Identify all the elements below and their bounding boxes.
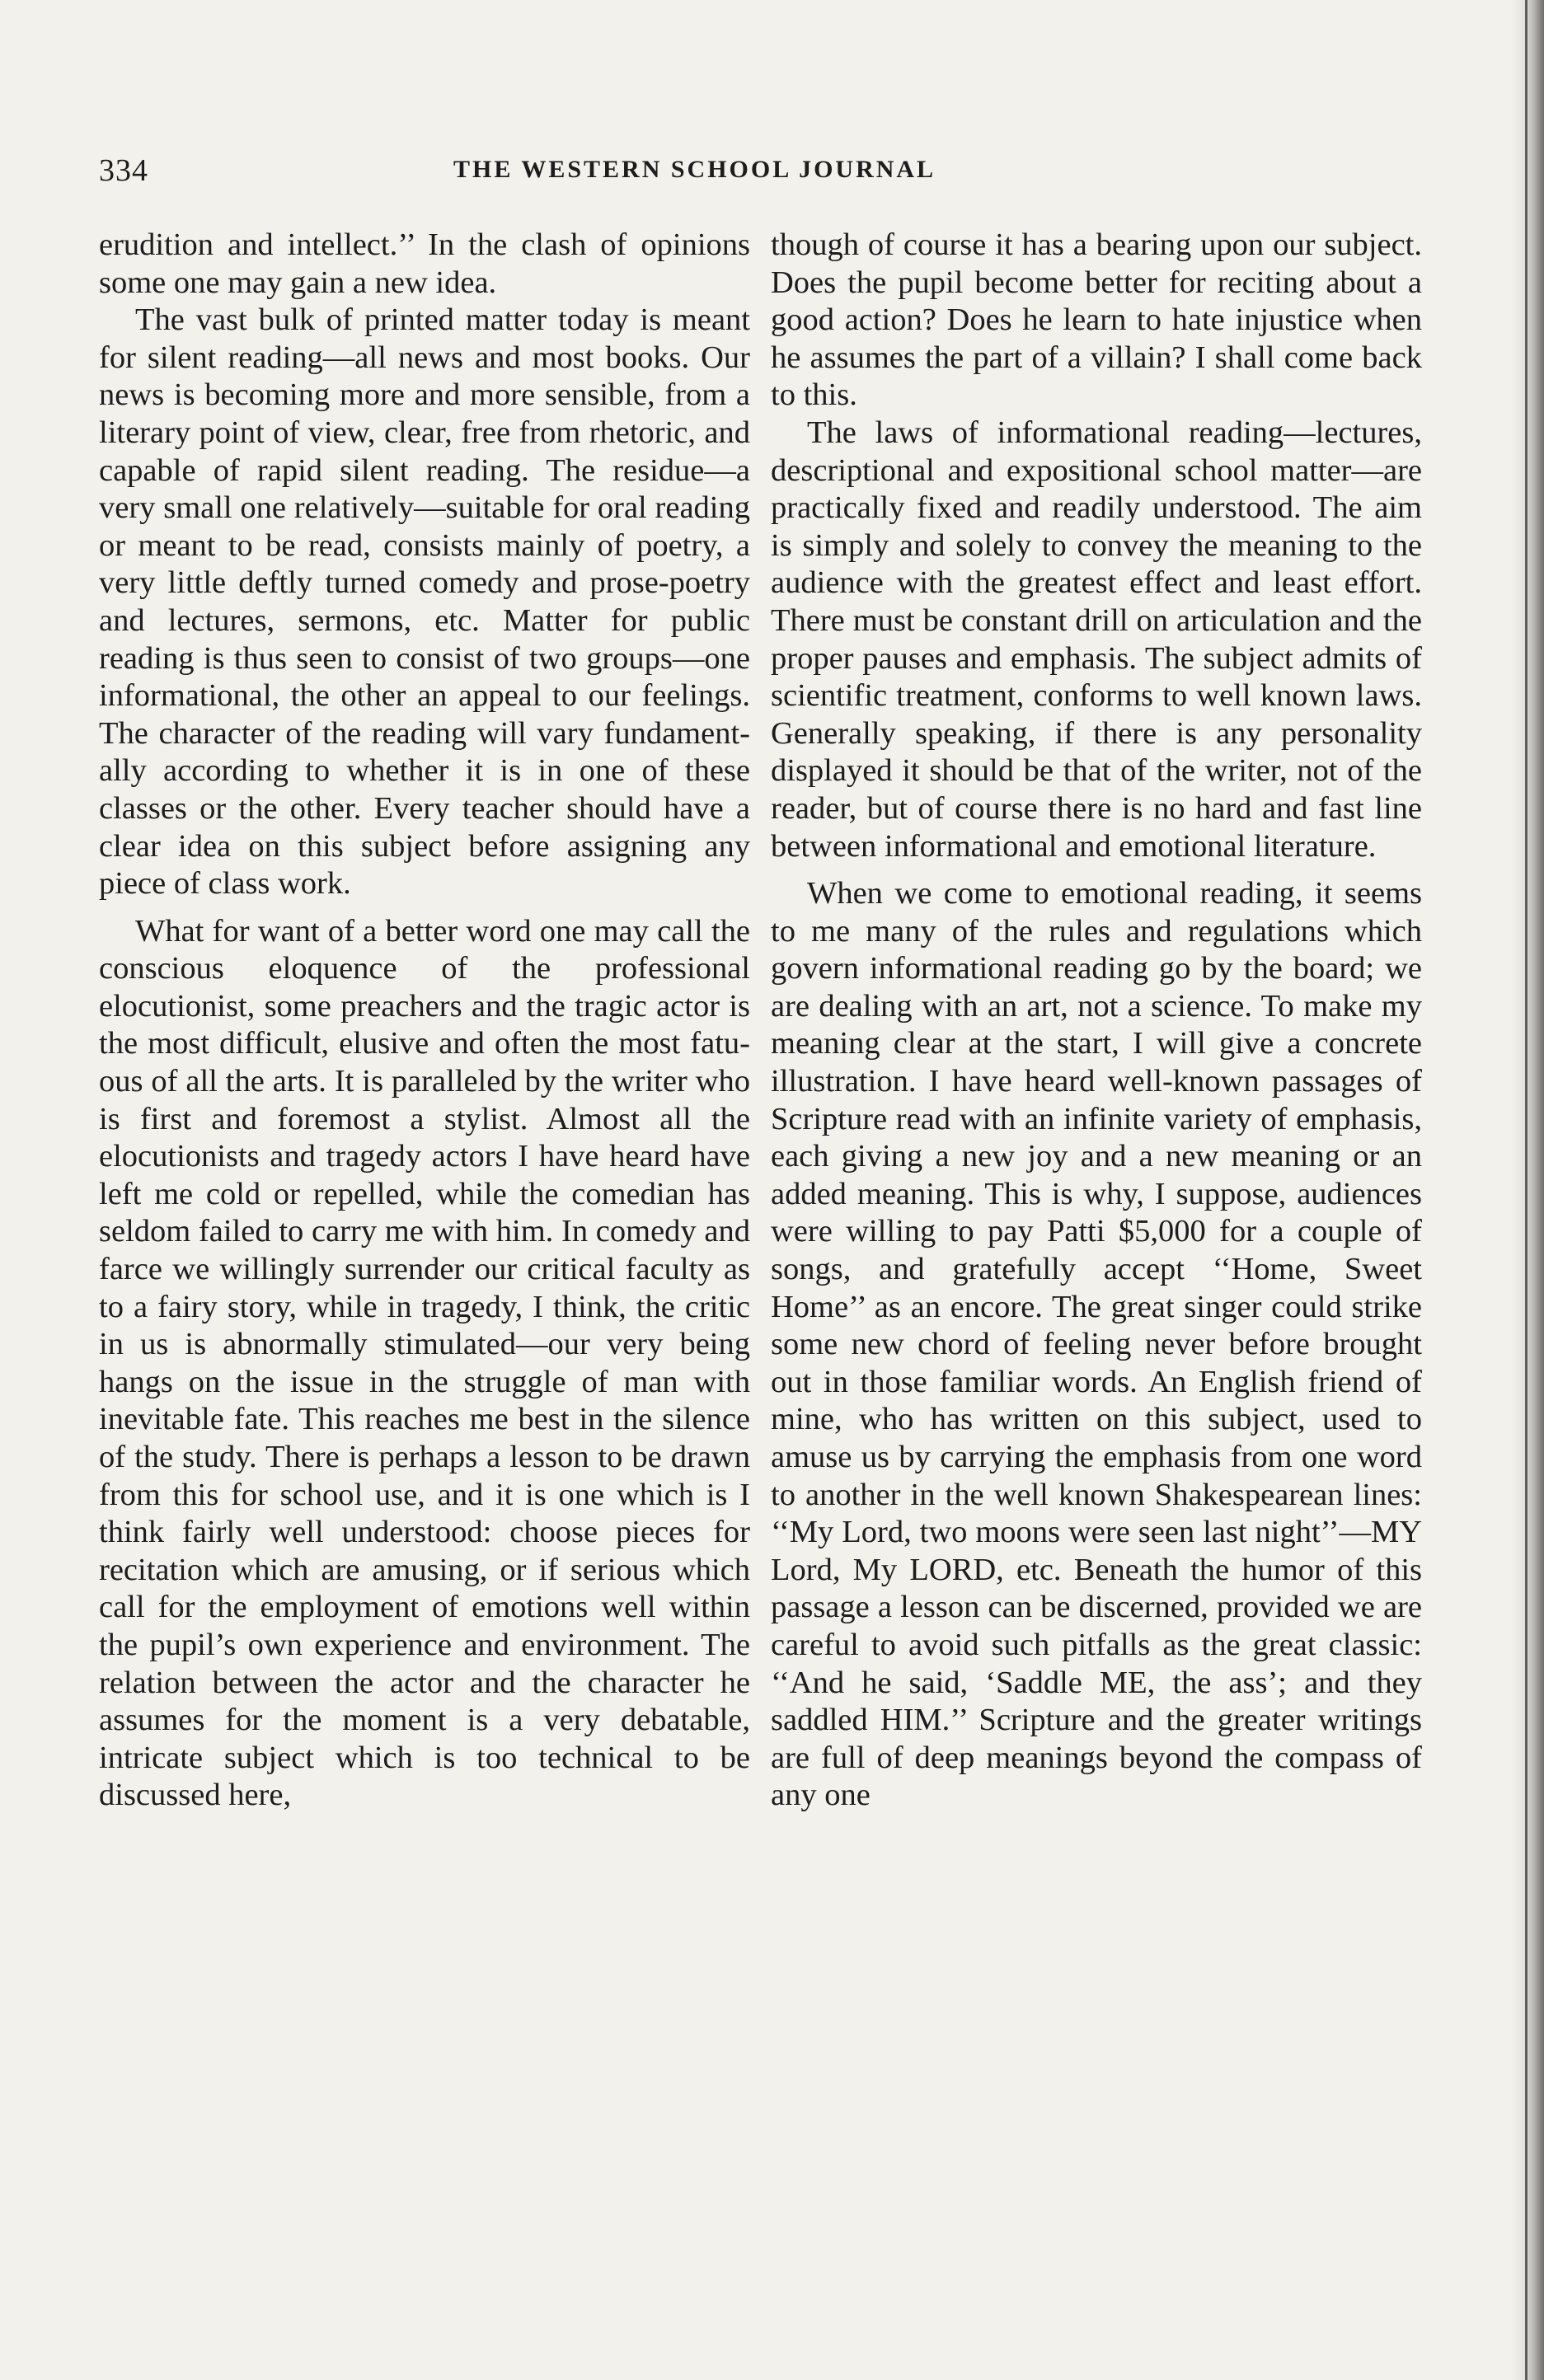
page-edge-shadow	[1511, 0, 1544, 2380]
paragraph: When we come to emotional reading, it seems to me many of the rules and regulations which govern informational reading go by the board; we are dealing with an art, not a science. To make my meaning clear at the start, I will give a concrete illustration. I have heard well-known passages of Scripture read with an infinite variety of emphasis, each giving a new joy and a new meaning or an added meaning. This is why, I suppose, audiences were willing to pay Patti $5,000 for a couple of songs, and gratefully accept ‘‘Home, Sweet Home’’ as an encore. The great singer could strike some new chord of feeling never before brought out in those familiar words. An English friend of mine, who has written on this subject, used to amuse us by carrying the emphasis from one word to another in the well known Shakespearean lines: ‘‘My Lord, two moons were seen last night’’—MY Lord, My LORD, etc. Beneath the humor of this passage a lesson can be discerned, provided we are careful to avoid such pitfalls as the great classic: ‘‘And he said, ‘Saddle ME, the ass’; and they saddled HIM.’’ Scripture and the greater writings are full of deep meanings beyond the compass of any one	[771, 876, 1422, 1813]
page-number: 334	[99, 153, 148, 188]
right-column	[771, 227, 1422, 1815]
paragraph: What for want of a better word one may call the conscious eloquence of the professional elocutionist, some preachers and the tragic actor is the most difficult, elusive and often the most fatuous of all the arts. It is paralleled by the writer who is first and foremost a stylist. Almost all the elocutionists and tragedy actors I have heard have left me cold or repelled, while the comedian has seldom failed to carry me with him. In comedy and farce we willingly surrender our critical faculty as to a fairy story, while in tragedy, I think, the critic in us is abnormally stimulated—our very being hangs on the issue in the struggle of man with inevitable fate. This reaches me best in the silence of the study. There is perhaps a lesson to be drawn from this for school use, and it is one which is I think fairly well understood: choose pieces for recitation which are amusing, or if serious which call for the employment of emotions well within the pupil’s own experience and environment. The relation between the actor and the character he assumes for the moment is a very debatable, intricate subject which is too technical to be discussed here,	[99, 913, 750, 1813]
page-header	[99, 152, 1418, 194]
left-column	[99, 227, 750, 1815]
paragraph: The vast bulk of printed matter today is meant for silent reading—all news and most books. Our news is becoming more and more sensible, from a literary point of view, clear, free from rhetoric, and capable of rapid silent reading. The residue—a very small one relatively—suitable for oral reading or meant to be read, consists mainly of poetry, a very little deftly turned comedy and prose-poetry and lectures, sermons, etc. Matter for public reading is thus seen to consist of two groups—one informational, the other an appeal to our feelings. The character of the reading will vary fundamentally according to whether it is in one of these classes or the other. Every teacher should have a clear idea on this subject before assigning any piece of class work.	[99, 302, 750, 902]
page-edge-line	[1525, 0, 1528, 2380]
running-head: THE WESTERN SCHOOL JOURNAL	[453, 156, 936, 183]
paragraph: though of course it has a bearing upon our subject. Does the pupil become better for reciting about a good action? Does he learn to hate injustice when he assumes the part of a villain? I shall come back to this.	[771, 227, 1422, 413]
paragraph: The laws of informational reading—lectures, descriptional and expositional school matter—are practically fixed and readily understood. The aim is simply and solely to convey the meaning to the audience with the greatest effect and least effort. There must be constant drill on articulation and the proper pauses and emphasis. The subject admits of scientific treatment, conforms to well known laws. Generally speaking, if there is any personality displayed it should be that of the writer, not of the reader, but of course there is no hard and fast line between informational and emotional literature.	[771, 415, 1422, 864]
paragraph: erudition and intellect.’’ In the clash of opinions some one may gain a new idea.	[99, 227, 750, 300]
